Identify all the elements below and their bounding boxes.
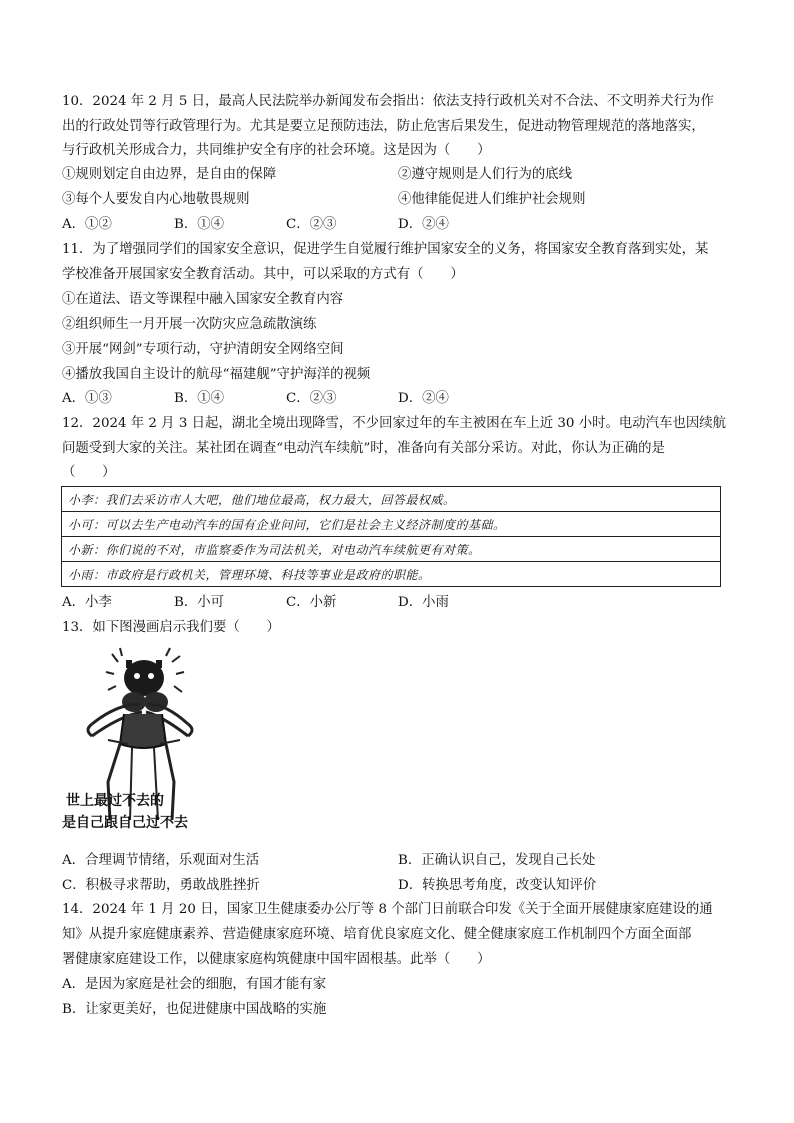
q10-statement-3: ③每个人要发自内心地敬畏规则 <box>62 192 250 207</box>
q12-dialogue-xiaoli: 小李：我们去采访市人大吧，他们地位最高，权力最大，回答最权威。 <box>62 487 721 512</box>
q13-cartoon-caption-1: 世上最过不去的 <box>66 793 164 809</box>
q12-option-b: B．小可 <box>174 595 225 610</box>
q13-option-d: D．转换思考角度，改变认知评价 <box>398 878 597 893</box>
q13-stem: 13．如下图漫画启示我们要（ ） <box>62 620 280 635</box>
q11-statement-4: ④播放我国自主设计的航母“福建舰”守护海洋的视频 <box>62 367 371 382</box>
q12-stem-line-1: 12．2024 年 2 月 3 日起，湖北全境出现降雪，不少回家过年的车主被困在车上近 30 小时。电动汽车也因续航 <box>62 416 727 431</box>
q12-option-d: D．小雨 <box>398 595 449 610</box>
q12-dialogue-xiaoxin: 小新：你们说的不对，市监察委作为司法机关，对电动汽车续航更有对策。 <box>62 537 721 562</box>
q12-stem-line-2: 问题受到大家的关注。某社团在调查“电动汽车续航”时，准备向有关部分采访。对此，你认为正确的是 <box>62 441 665 456</box>
q10-stem-line-2: 出的行政处罚等行政管理行为。尤其是要立足预防违法，防止危害后果发生，促进动物管理规范的落地落实， <box>62 119 705 134</box>
q12-stem-line-3: （ ） <box>62 465 116 480</box>
q14-option-a: A．是因为家庭是社会的细胞，有国才能有家 <box>62 977 327 992</box>
table-row <box>62 487 721 512</box>
q13-option-a: A．合理调节情绪，乐观面对生活 <box>62 853 260 868</box>
q10-option-d: D．②④ <box>398 217 449 232</box>
q10-stem-line-1: 10．2024 年 2 月 5 日，最高人民法院举办新闻发布会指出：依法支持行政机关对不合法、不文明养犬行为作 <box>62 94 714 109</box>
q12-dialogue-xiaoke: 小可：可以去生产电动汽车的国有企业问问，它们是社会主义经济制度的基础。 <box>62 512 721 537</box>
q13-option-b: B．正确认识自己，发现自己长处 <box>398 853 596 868</box>
q13-cartoon-caption-2: 是自己跟自己过不去 <box>62 815 188 831</box>
table-row <box>62 512 721 537</box>
table-row <box>62 537 721 562</box>
table-row <box>62 562 721 587</box>
q11-option-d: D．②④ <box>398 391 449 406</box>
q10-statement-1: ①规则划定自由边界，是自由的保障 <box>62 167 277 182</box>
q12-option-a: A．小李 <box>62 595 112 610</box>
q12-dialogue-table <box>61 486 721 587</box>
q14-stem-line-3: 署健康家庭建设工作，以健康家庭构筑健康中国牢固根基。此举（ ） <box>62 952 491 967</box>
q10-option-c: C．②③ <box>286 217 337 232</box>
q11-statement-2: ②组织师生一月开展一次防灾应急疏散演练 <box>62 317 317 332</box>
q11-option-c: C．②③ <box>286 391 337 406</box>
q11-option-a: A．①③ <box>62 391 112 406</box>
q11-option-b: B．①④ <box>174 391 225 406</box>
q11-statement-1: ①在道法、语文等课程中融入国家安全教育内容 <box>62 292 344 307</box>
q14-stem-line-1: 14．2024 年 1 月 20 日，国家卫生健康委办公厅等 8 个部门日前联合印发《关于全面开展健康家庭建设的通 <box>62 902 713 917</box>
q10-option-b: B．①④ <box>174 217 225 232</box>
q14-option-b: B．让家更美好，也促进健康中国战略的实施 <box>62 1002 327 1017</box>
q10-option-a: A．①② <box>62 217 112 232</box>
q11-stem-line-2: 学校准备开展国家安全教育活动。其中，可以采取的方式有（ ） <box>62 267 464 282</box>
q10-statement-4: ④他律能促进人们维护社会规则 <box>398 192 586 207</box>
q12-dialogue-xiaoyu: 小雨：市政府是行政机关，管理环境、科技等事业是政府的职能。 <box>62 562 721 587</box>
q14-stem-line-2: 知》从提升家庭健康素养、营造健康家庭环境、培育优良家庭文化、健全健康家庭工作机制四个方面全面部 <box>62 927 692 942</box>
q11-stem-line-1: 11．为了增强同学们的国家安全意识，促进学生自觉履行维护国家安全的义务，将国家安全教育落到实处，某 <box>62 242 709 257</box>
q10-statement-2: ②遵守规则是人们行为的底线 <box>398 167 573 182</box>
q11-statement-3: ③开展“网剑”专项行动，守护清朗安全网络空间 <box>62 342 344 357</box>
q12-option-c: C．小新 <box>286 595 337 610</box>
q10-stem-line-3: 与行政机关形成合力，共同维护安全有序的社会环境。这是因为（ ） <box>62 143 491 158</box>
q13-option-c: C．积极寻求帮助，勇敢战胜挫折 <box>62 878 260 893</box>
